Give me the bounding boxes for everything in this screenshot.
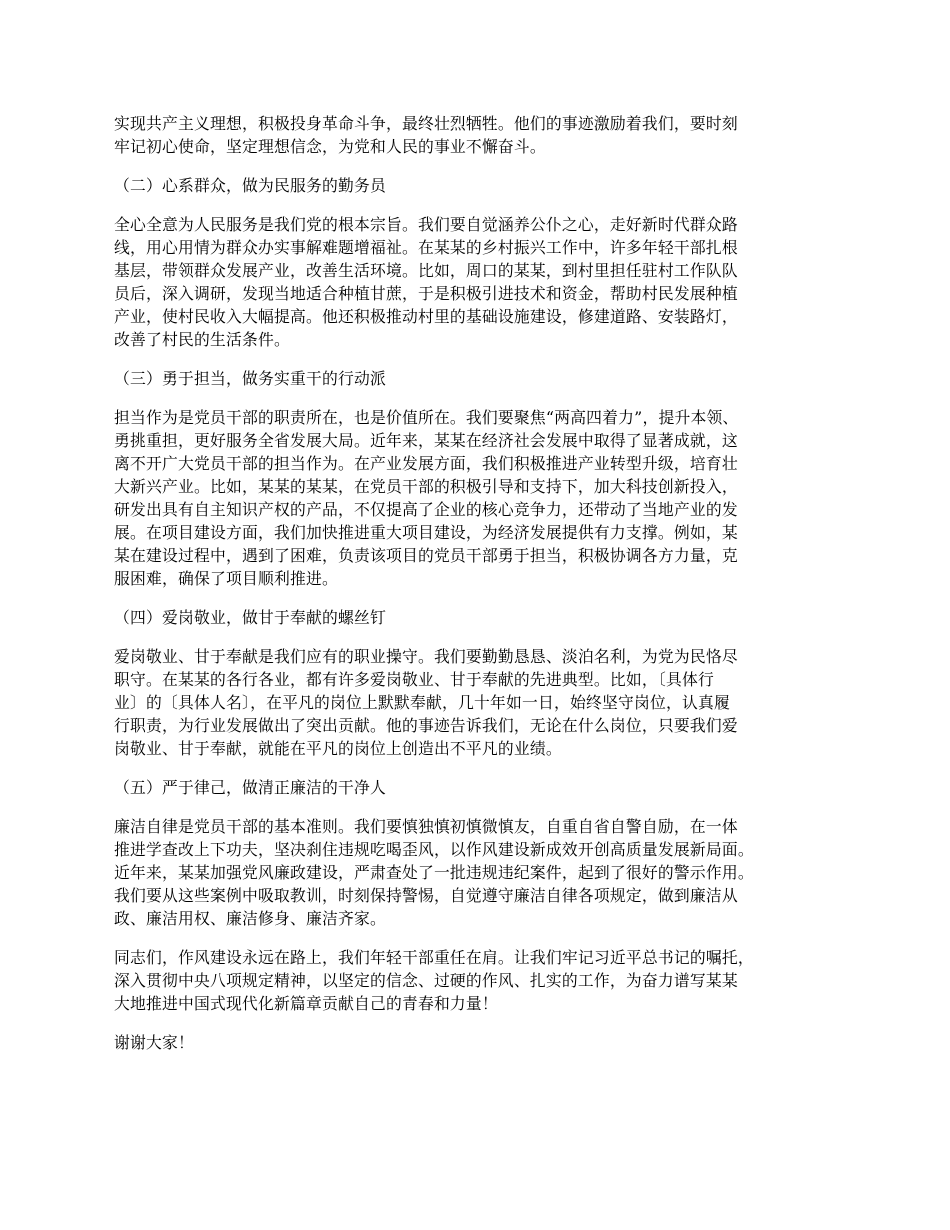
section-heading-4: （四）爱岗敬业，做甘于奉献的螺丝钉 [114, 608, 386, 627]
paragraph-dedication: 爱岗敬业、甘于奉献是我们应有的职业操守。我们要勤勤恳恳、淡泊名利，为党为民恪尽 职守。在某某的各行各业，都有许多爱岗敬业、甘于奉献的先进典型。比如，〔具体行 业〕的〔具体人名〕，在平凡的岗位上默默奉献，几十年如一日，始终坚守岗位，认真履 行职责，为行业发展做出了突出贡献。他的事迹告诉我们，无论在什么岗位，只要我们爱 岗敬业、甘于奉献，就能在平凡的岗位上创造出不平凡的业绩。 [114, 647, 738, 758]
paragraph-intro-continuation: 实现共产主义理想，积极投身革命斗争，最终壮烈牺牲。他们的事迹激励着我们，要时刻 牢记初心使命，坚定理想信念，为党和人民的事业不懈奋斗。 [114, 114, 738, 156]
paragraph-integrity: 廉洁自律是党员干部的基本准则。我们要慎独慎初慎微慎友，自重自省自警自励，在一体 推进学查改上下功夫，坚决刹住违规吃喝歪风，以作风建设新成效开创高质量发展新局面。 近年来，某某加强党风廉政建设，严肃查处了一批违规违纪案件，起到了很好的警示作用。 我们要从这些案例中吸取教训，时刻保持警惕，自觉遵守廉洁自律各项规定，做到廉洁从 政、廉洁用权、廉洁修身、廉洁齐家。 [114, 817, 754, 928]
paragraph-closing: 同志们，作风建设永远在路上，我们年轻干部重任在肩。让我们牢记习近平总书记的嘱托， 深入贯彻中央八项规定精神，以坚定的信念、过硬的作风、扎实的工作，为奋力谱写某某 大地推进中国式现代化新篇章贡献自己的青春和力量！ [114, 948, 754, 1013]
section-heading-2: （二）心系群众，做为民服务的勤务员 [114, 176, 386, 195]
paragraph-responsibility: 担当作为是党员干部的职责所在，也是价值所在。我们要聚焦“两高四着力”，提升本领、 勇挑重担，更好服务全省发展大局。近年来，某某在经济社会发展中取得了显著成就，这 离不开广大党员干部的担当作为。在产业发展方面，我们积极推进产业转型升级，培育壮 大新兴产业。比如，某某的某某，在党员干部的积极引导和支持下，加大科技创新投入， 研发出具有自主知识产权的产品，不仅提高了企业的核心竞争力，还带动了当地产业的发 展。在项目建设方面，我们加快推进重大项目建设，为经济发展提供有力支撑。例如，某 某在建设过程中，遇到了困难，负责该项目的党员干部勇于担当，积极协调各方力量，克 服困难，确保了项目顺利推进。 [114, 408, 739, 588]
section-heading-5: （五）严于律己，做清正廉洁的干净人 [114, 778, 386, 797]
section-heading-3: （三）勇于担当，做务实重干的行动派 [114, 369, 386, 388]
paragraph-serve-people: 全心全意为人民服务是我们党的根本宗旨。我们要自觉涵养公仆之心，走好新时代群众路 线，用心用情为群众办实事解难题增福祉。在某某的乡村振兴工作中，许多年轻干部扎根 基层，带领群众发展产业，改善生活环境。比如，周口的某某，到村里担任驻村工作队队 员后，深入调研，发现当地适合种植甘蔗，于是积极引进技术和资金，帮助村民发展种植 产业，使村民收入大幅提高。他还积极推动村里的基础设施建设，修建道路、安装路灯， 改善了村民的生活条件。 [114, 215, 738, 349]
paragraph-thanks: 谢谢大家！ [114, 1033, 194, 1052]
